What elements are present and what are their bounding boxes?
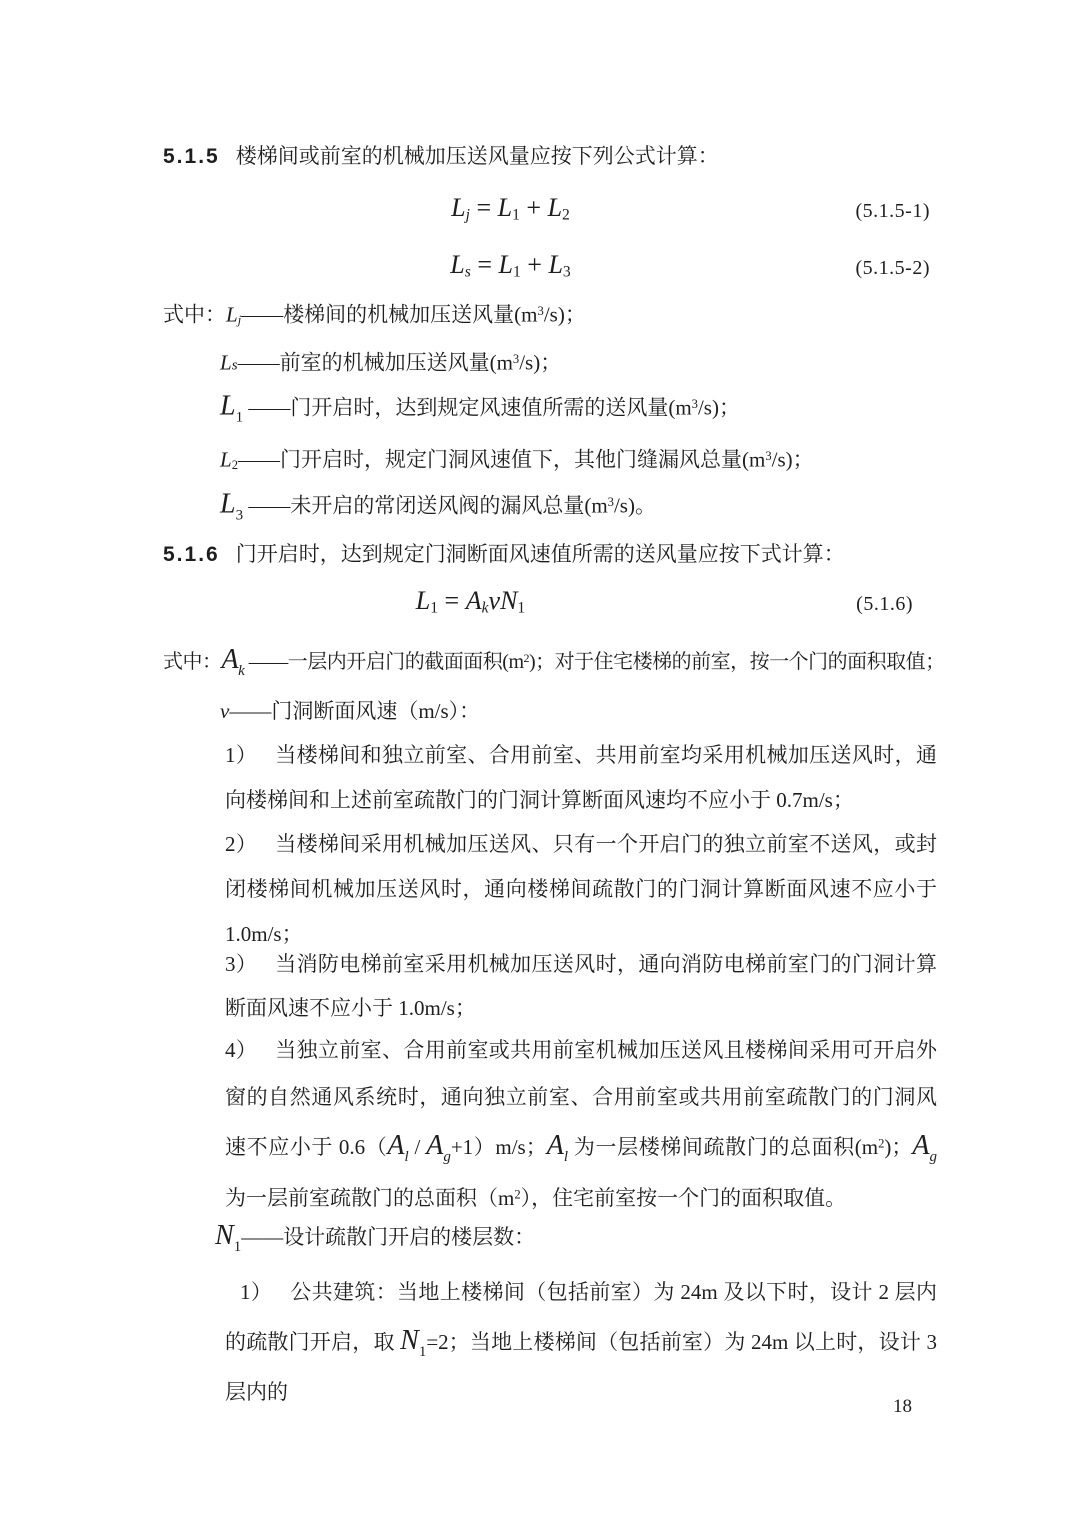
equation-number-516: (5.1.6) <box>856 593 913 615</box>
definition-l2: L2——门开启时，规定门洞风速值下，其他门缝漏风总量$(m^3/s)$； <box>220 447 814 473</box>
list-item-2 <box>225 822 937 957</box>
section-5-1-6-title: 门开启时，达到规定门洞断面风速值所需的送风量应按下式计算： <box>235 542 845 566</box>
list-item-1-text: 当楼梯间和独立前室、合用前室、共用前室均采用机械加压送风时，通向楼梯间和上述前室疏散门的门洞计算断面风速均不应小于 0.7m/s； <box>225 743 937 812</box>
equation-row-5151 <box>163 185 938 238</box>
section-5-1-6-heading <box>163 531 845 578</box>
list-item-4-number: 4） <box>225 1038 258 1062</box>
list-item-4 <box>225 1027 937 1222</box>
section-5-1-5-title: 楼梯间或前室的机械加压送风量应按下列公式计算： <box>235 144 719 168</box>
where-clause-lj: 式中：Lj——楼梯间的机械加压送风量$(m^3/s)$； <box>163 302 586 328</box>
definition-ls: Ls——前室的机械加压送风量$(m^3/s)$； <box>220 350 562 375</box>
formula-5151: Lj = L1 + L2 <box>451 193 570 224</box>
list-item-1 <box>225 733 937 823</box>
definition-l1: $L_1$ ——门开启时，达到规定风速值所需的送风量$(m^3/s)$； <box>220 390 740 426</box>
section-5-1-5-heading <box>163 133 719 180</box>
list-item-3-number: 3） <box>225 952 258 976</box>
list-item-public-building-text: 公共建筑：当地上楼梯间（包括前室）为 24m 及以下时，设计 2 层内的疏散门开启，取 $N_1=2$；当地上楼梯间（包括前室）为 24m 以上时，设计 3 层内的 <box>225 1280 938 1404</box>
list-item-public-building <box>225 1267 937 1417</box>
list-item-3-text: 当消防电梯前室采用机械加压送风时，通向消防电梯前室门的门洞计算断面风速不应小于 1.0m/s； <box>225 952 937 1020</box>
section-5-1-6-number: 5.1.6 <box>163 543 220 566</box>
formula-516: L1 = AkvN1 <box>415 586 526 617</box>
where-clause-ak: 式中：$A_k$ ——一层内开启门的截面面积$(m^2)$；对于住宅楼梯的前室，按一个门的面积取值； <box>163 644 945 679</box>
definition-n1: $N_1——$设计疏散门开启的楼层数： <box>215 1220 536 1255</box>
equation-number-5152: (5.1.5-2) <box>855 257 930 279</box>
list-item-4-text: 当独立前室、合用前室或共用前室机械加压送风且楼梯间采用可开启外窗的自然通风系统时，通向独立前室、合用前室或共用前室疏散门的门洞风速不应小于 $0.6(A_l / A_g+1)m/s$；$A_l$ 为一层楼梯间疏散门的总面积$(m^2)$；$A_g$ 为一层前室疏散门的总面积$(m^2)$，住宅前室按一个门的面积取值。 <box>225 1038 938 1210</box>
list-item-public-building-number: 1） <box>240 1280 273 1304</box>
equation-number-5151: (5.1.5-1) <box>855 200 930 222</box>
list-item-2-number: 2） <box>225 832 258 856</box>
list-item-3 <box>225 942 937 1030</box>
definition-v: v——门洞断面风速（m/s）： <box>220 699 481 723</box>
list-item-2-text: 当楼梯间采用机械加压送风、只有一个开启门的独立前室不送风，或封闭楼梯间机械加压送风时，通向楼梯间疏散门的门洞计算断面风速不应小于 1.0m/s； <box>225 832 937 946</box>
page-number: 18 <box>893 1396 912 1417</box>
definition-l3: $L_3$ ——未开启的常闭送风阀的漏风总量$(m^3/s)$。 <box>220 488 656 524</box>
equation-row-516 <box>163 578 938 631</box>
formula-5152: Ls = L1 + L3 <box>450 250 571 281</box>
section-5-1-5-number: 5.1.5 <box>163 145 220 168</box>
list-item-1-number: 1） <box>225 743 258 767</box>
